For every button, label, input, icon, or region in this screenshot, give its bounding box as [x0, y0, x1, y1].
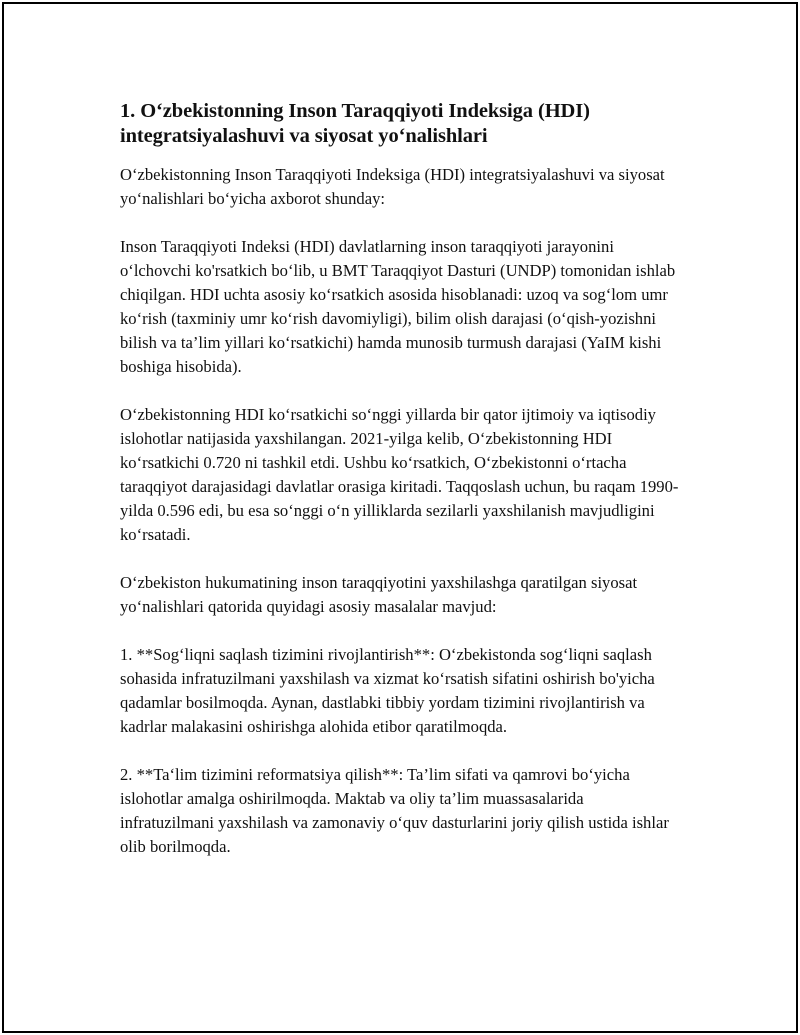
paragraph-policy-intro: O‘zbekiston hukumatining inson taraqqiyotini yaxshilashga qaratilgan siyosat yo‘nalishlari qatorida quyidagi asosiy masalalar mavjud: — [120, 573, 638, 616]
document-title: 1. O‘zbekistonning Inson Taraqqiyoti Indeksiga (HDI) integratsiyalashuvi va siyosat yo‘nalishlari — [120, 100, 590, 147]
paragraph-education: 2. **Ta‘lim tizimini reformatsiya qilish**: Ta’lim sifati va qamrovi bo‘yicha islohotlar amalga oshirilmoqda. Maktab va oliy ta’lim muassasalarida infratuzilmani yaxshilash va zamonaviy o‘quv dasturlarini joriy qilish ustida ishlar olib borilmoqda. — [120, 765, 669, 856]
page-frame — [2, 2, 798, 1033]
paragraph-hdi-definition: Inson Taraqqiyoti Indeksi (HDI) davlatlarning inson taraqqiyoti jarayonini o‘lchovchi ko'rsatkich bo‘lib, u BMT Taraqqiyot Dasturi (UNDP) tomonidan ishlab chiqilgan. HDI uchta asosiy ko‘rsatkich asosida hisoblanadi: uzoq va sog‘lom umr ko‘rish (taxminiy umr ko‘rish davomiyligi), bilim olish darajasi (o‘qish-yozishni bilish va ta’lim yillari ko‘rsatkichi) hamda munosib turmush darajasi (YaIM kishi boshiga hisobida). — [120, 237, 676, 376]
document-body — [120, 99, 680, 883]
paragraph-hdi-uzbekistan: O‘zbekistonning HDI ko‘rsatkichi so‘nggi yillarda bir qator ijtimoiy va iqtisodiy islohotlar natijasida yaxshilangan. 2021-yilga kelib, O‘zbekistonning HDI ko‘rsatkichi 0.720 ni tashkil etdi. Ushbu ko‘rsatkich, O‘zbekistonni o‘rtacha taraqqiyot darajasidagi davlatlar orasiga kiritadi. Taqqoslash uchun, bu raqam 1990-yilda 0.596 edi, bu esa so‘nggi o‘n yilliklarda sezilarli yaxshilanish mavjudligini ko‘rsatadi. — [120, 405, 679, 544]
paragraph-intro: O‘zbekistonning Inson Taraqqiyoti Indeksiga (HDI) integratsiyalashuvi va siyosat yo‘nalishlari bo‘yicha axborot shunday: — [120, 165, 665, 208]
paragraph-healthcare: 1. **Sog‘liqni saqlash tizimini rivojlantirish**: O‘zbekistonda sog‘liqni saqlash sohasida infratuzilmani yaxshilash va xizmat ko‘rsatish sifatini oshirish bo'yicha qadamlar bosilmoqda. Aynan, dastlabki tibbiy yordam tizimini rivojlantirish va kadrlar malakasini oshirishga alohida etibor qaratilmoqda. — [120, 645, 655, 736]
